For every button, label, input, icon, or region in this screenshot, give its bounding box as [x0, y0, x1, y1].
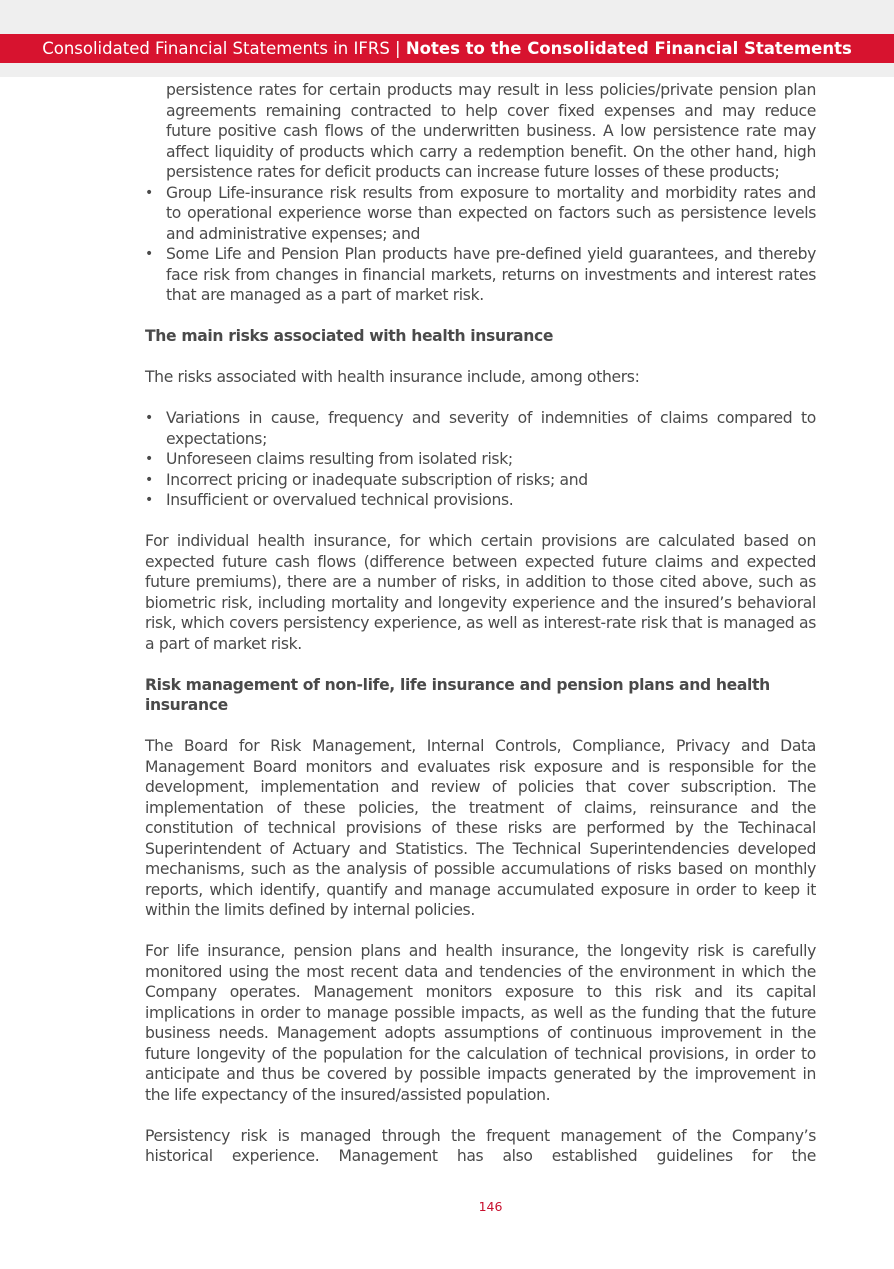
list-item [145, 408, 816, 449]
header-separator: | [389, 39, 406, 58]
bullet-icon: • [145, 492, 153, 508]
list-item-text: Insufficient or overvalued technical provisions. [166, 491, 514, 509]
list-item-text: Variations in cause, frequency and severity of indemnities of claims compared to expectations; [166, 409, 816, 448]
bullet-icon: • [145, 184, 153, 201]
health-risk-bullet-list [145, 408, 816, 511]
list-item-text: Some Life and Pension Plan products have pre-defined yield guarantees, and thereby face risk from changes in financial markets, returns on investments and interest rates that are managed as a part of market risk. [166, 245, 816, 304]
list-item-text: Incorrect pricing or inadequate subscription of risks; and [166, 470, 588, 489]
bullet-icon: • [145, 471, 153, 488]
section-heading-health-risks: The main risks associated with health insurance [145, 327, 554, 345]
risk-management-paragraph-3: Persistency risk is managed through the frequent management of the Company’s historical experience. Management has also established guidelines for the [145, 1126, 816, 1165]
list-item [145, 244, 816, 306]
list-item-text: Unforeseen claims resulting from isolated risk; [166, 450, 513, 468]
top-margin-band [0, 0, 894, 34]
list-item-text: Group Life-insurance risk results from exposure to mortality and morbidity rates and to operational experience worse than expected on factors such as persistence levels and administrative expenses; and [166, 183, 816, 243]
header-chapter-title: Notes to the Consolidated Financial Statements [405, 39, 852, 58]
page-body [145, 80, 816, 1167]
bullet-icon: • [145, 246, 153, 262]
bullet-icon: • [145, 410, 153, 426]
section-heading-risk-management: Risk management of non-life, life insurance and pension plans and health insurance [145, 675, 770, 714]
risk-management-paragraph-2: For life insurance, pension plans and health insurance, the longevity risk is carefully monitored using the most recent data and tendencies of the environment in which the Company operates. Management monitors exposure to this risk and its capital implications in order to manage possible impacts, as well as the funding that the future business needs. Management adopts assumptions of continuous improvement in the future longevity of the population for the calculation of technical provisions, in order to anticipate and thus be covered by possible impacts generated by the improvement in the life expectancy of the insured/assisted population. [145, 942, 816, 1104]
list-item [145, 449, 816, 470]
list-item [145, 183, 816, 245]
list-item [145, 470, 816, 491]
page-number: 146 [478, 1199, 503, 1214]
header-underband [0, 63, 894, 77]
individual-health-paragraph: For individual health insurance, for which certain provisions are calculated based on expected future cash flows (difference between expected future claims and expected future premiums), there are a number of risks, in addition to those cited above, such as biometric risk, including mortality and longevity experience and the insured’s behavioral risk, which covers persistency experience, as well as interest-rate risk that is managed as a part of market risk. [145, 532, 816, 653]
life-risk-bullet-list [145, 183, 816, 306]
bullet-icon: • [145, 451, 153, 467]
health-risks-intro: The risks associated with health insurance include, among others: [145, 368, 640, 386]
risk-management-paragraph-1: The Board for Risk Management, Internal Controls, Compliance, Privacy and Data Management Board monitors and evaluates risk exposure and is responsible for the development, implementation and review of policies that cover subscription. The implementation of these policies, the treatment of claims, reinsurance and the constitution of technical provisions of these risks are performed by the Techinacal Superintendent of Actuary and Statistics. The Technical Superintendencies developed mechanisms, such as the analysis of possible accumulations of risks based on monthly reports, which identify, quantify and manage accumulated exposure in order to keep it within the limits defined by internal policies. [145, 737, 816, 919]
page-header-banner [0, 34, 894, 63]
bullet-continuation-paragraph: persistence rates for certain products may result in less policies/private pension plan agreements remaining contracted to help cover fixed expenses and may reduce future positive cash flows of the underwritten business. A low persistence rate may affect liquidity of products which carry a redemption benefit. On the other hand, high persistence rates for deficit products can increase future losses of these products; [166, 81, 816, 181]
list-item [145, 490, 816, 511]
header-section-title: Consolidated Financial Statements in IFRS [42, 39, 390, 58]
